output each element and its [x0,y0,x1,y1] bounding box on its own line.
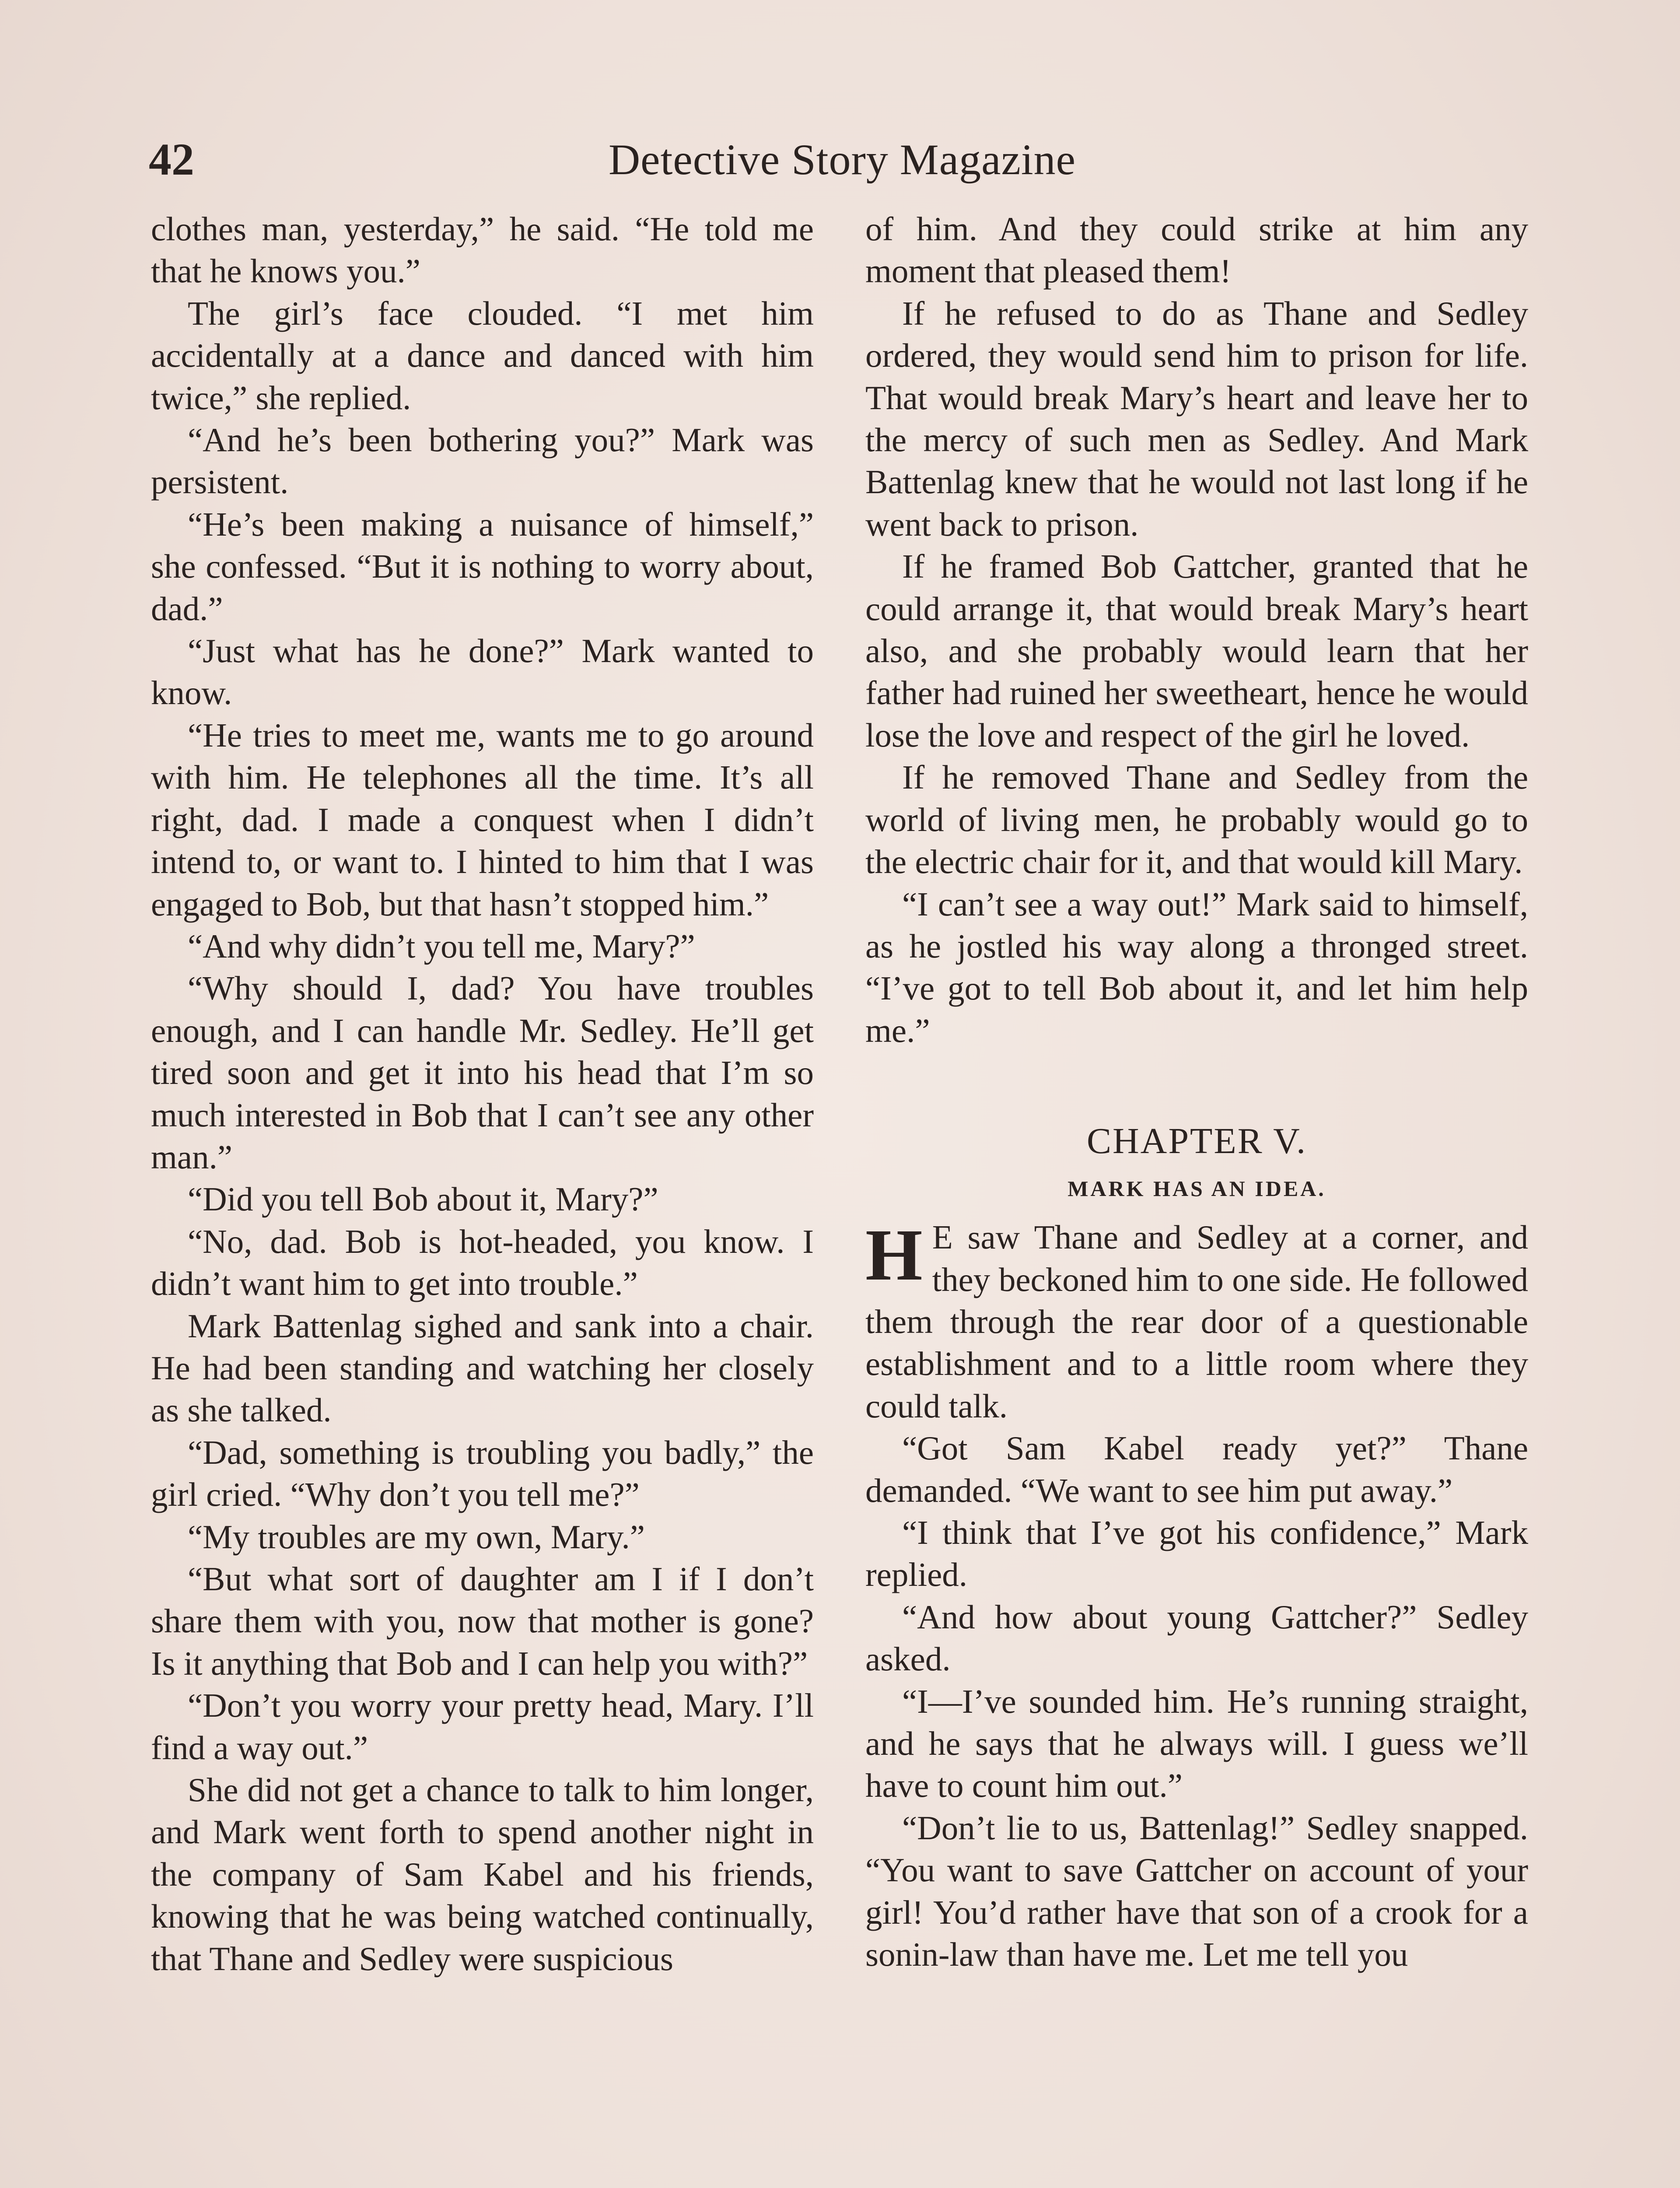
paragraph: “Dad, something is troubling you badly,” the girl cried. “Why don’t you tell me?” [151,1433,814,1514]
paragraph: “No, dad. Bob is hot-headed, you know. I didn’t want him to get into trouble.” [151,1222,814,1303]
drop-cap: H [865,1214,923,1296]
left-text-column [151,208,814,1980]
paragraph: “Got Sam Kabel ready yet?” Thane demanded. “We want to see him put away.” [865,1429,1528,1509]
paragraph: “Don’t you worry your pretty head, Mary. I’ll find a way out.” [151,1687,814,1767]
right-column-text-after-chapter [865,1427,1528,1975]
running-title: Detective Story Magazine [608,135,1076,184]
paragraph: If he removed Thane and Sedley from the world of living men, he probably would go to the electric chair for it, and that would kill Mary. [865,758,1528,881]
chapter-opening-text: E saw Thane and Sedley at a corner, and they beckoned him to one side. He followed them through the rear door of a questionable establishment and to a little room where they could talk. [865,1218,1528,1425]
paragraph: “And he’s been bothering you?” Mark was persistent. [151,421,814,501]
paragraph: clothes man, yesterday,” he said. “He told me that he knows you.” [151,210,814,290]
paragraph: Mark Battenlag sighed and sank into a chair. He had been standing and watching her closely as she talked. [151,1307,814,1429]
paragraph: of him. And they could strike at him any moment that pleased them! [865,210,1528,290]
paragraph: If he framed Bob Gattcher, granted that he could arrange it, that would break Mary’s heart also, and she probably would learn that her father had ruined her sweetheart, hence he would lose the love and respect of the girl he loved. [865,547,1528,754]
paragraph: “I think that I’ve got his confidence,” Mark replied. [865,1513,1528,1594]
right-column-text-before-chapter [865,208,1528,1052]
paragraph: She did not get a chance to talk to him longer, and Mark went forth to spend another night in the company of Sam Kabel and his friends, knowing that he was being watched continually, that Thane and Sedley were suspicious [151,1771,814,1978]
paragraph: “But what sort of daughter am I if I don’t share them with you, now that mother is gone? Is it anything that Bob and I can help you with?” [151,1560,814,1682]
page-number: 42 [149,134,194,185]
paragraph: “I—I’ve sounded him. He’s running straight, and he says that he always will. I guess we’ll have to count him out.” [865,1682,1528,1805]
paragraph: The girl’s face clouded. “I met him accidentally at a dance and danced with him twice,” she replied. [151,294,814,417]
chapter-subtitle: MARK HAS AN IDEA. [1068,1176,1326,1201]
chapter-heading: CHAPTER V. [1086,1121,1307,1162]
paragraph: “I can’t see a way out!” Mark said to himself, as he jostled his way along a thronged street. “I’ve got to tell Bob about it, and let him help me.” [865,885,1528,1049]
paragraph: “My troubles are my own, Mary.” [188,1518,645,1556]
paragraph: “Don’t lie to us, Battenlag!” Sedley snapped. “You want to save Gattcher on account of your girl! You’d rather have that son of a crook for a sonin-law than have me. Let me tell you [865,1809,1528,1974]
right-text-column [865,208,1528,1975]
paragraph: “He’s been making a nuisance of himself,” she confessed. “But it is nothing to worry about, dad.” [151,505,814,628]
paragraph: “Just what has he done?” Mark wanted to know. [151,632,814,712]
paragraph: “Why should I, dad? You have troubles enough, and I can handle Mr. Sedley. He’ll get tired soon and get it into his head that I’m so much interested in Bob that I can’t see any other man.” [151,969,814,1176]
paragraph: “Did you tell Bob about it, Mary?” [188,1180,658,1218]
page-header [149,127,1536,193]
paragraph: If he refused to do as Thane and Sedley ordered, they would send him to prison for life. That would break Mary’s heart and leave her to the mercy of such men as Sedley. And Mark Battenlag knew that he would not last long if he went back to prison. [865,294,1528,543]
chapter-opening-paragraph [865,1216,1528,1427]
paragraph: “He tries to meet me, wants me to go around with him. He telephones all the time. It’s all right, dad. I made a conquest when I didn’t intend to, or want to. I hinted to him that I was engaged to Bob, but that hasn’t stopped him.” [151,716,814,923]
paragraph: “And why didn’t you tell me, Mary?” [188,927,695,965]
paragraph: “And how about young Gattcher?” Sedley asked. [865,1598,1528,1678]
